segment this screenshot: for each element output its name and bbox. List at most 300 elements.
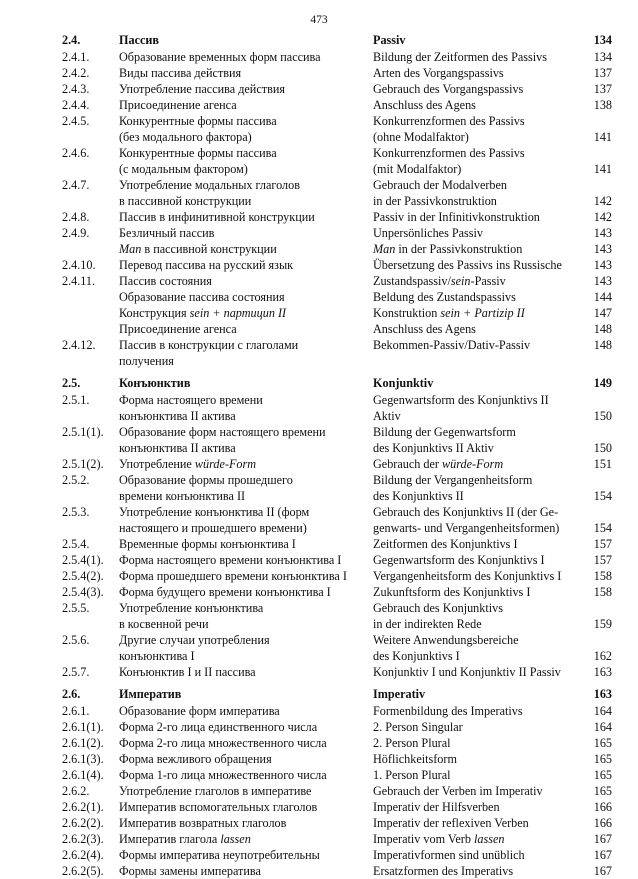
entry-title-de [373, 113, 590, 145]
entry-title-ru [119, 767, 373, 783]
entry-title-ru-line: Императив глагола lassen [119, 832, 251, 846]
entry-title-de [373, 719, 590, 735]
section-page: 149 [593, 376, 612, 390]
entry-title-ru [119, 456, 373, 472]
entry-title-de-line: Passiv in der Infinitivkonstruktion [373, 210, 540, 224]
entry-title-ru [119, 49, 373, 65]
entry-page: 143 [593, 226, 612, 240]
entry-title-ru-line: Конкурентные формы пассива [119, 146, 277, 160]
entry-title-ru [119, 305, 373, 321]
entry-page: 144 [593, 290, 612, 304]
entry-title-de-line: Gegenwartsform des Konjunktivs II [373, 393, 549, 407]
section-page: 134 [593, 33, 612, 47]
entry-title-ru [119, 632, 373, 664]
entry-page: 154 [593, 489, 612, 503]
toc-entry [62, 65, 612, 81]
entry-title-ru-line: Форма 2-го лица единственного числа [119, 720, 318, 734]
entry-title-ru-line: Употребление модальных глаголов [119, 178, 300, 192]
entry-title-ru [119, 65, 373, 81]
toc-entry [62, 815, 612, 831]
entry-page: 165 [593, 736, 612, 750]
entry-number: 2.5.4(1). [62, 553, 104, 567]
entry-title-de-line: 2. Person Singular [373, 720, 463, 734]
entry-page: 162 [593, 649, 612, 663]
entry-title-ru-line: Употребление würde-Form [119, 457, 257, 471]
entry-title-ru [119, 751, 373, 767]
entry-title-ru-line: Форма настоящего времени [119, 393, 263, 407]
entry-title-de [373, 863, 590, 879]
entry-title-de-line: Gebrauch der Verben im Imperativ [373, 784, 543, 798]
entry-title-ru [119, 783, 373, 799]
entry-page: 164 [593, 704, 612, 718]
entry-page: 164 [593, 720, 612, 734]
entry-title-de-line: Konjunktiv I und Konjunktiv II Passiv [373, 665, 561, 679]
section-number: 2.4. [62, 33, 81, 47]
toc-entry [62, 847, 612, 863]
entry-number: 2.4.1. [62, 50, 90, 64]
entry-title-ru [119, 241, 373, 257]
entry-page: 142 [593, 194, 612, 208]
entry-title-ru [119, 799, 373, 815]
entry-title-de [373, 632, 590, 664]
entry-title-ru-line: конъюнктива II актива [119, 441, 236, 455]
entry-title-ru-line: Другие случаи употребления [119, 633, 270, 647]
toc-entry [62, 767, 612, 783]
entry-number: 2.6.1(2). [62, 736, 104, 750]
entry-title-de-line: Ersatzformen des Imperativs [373, 864, 514, 878]
entry-page: 141 [593, 130, 612, 144]
entry-title-de [373, 751, 590, 767]
entry-title-de [373, 815, 590, 831]
entry-title-ru [119, 847, 373, 863]
entry-page: 165 [593, 752, 612, 766]
entry-title-ru-line: Конструкция sein + партицип II [119, 306, 287, 320]
entry-title-de-line: Aktiv [373, 409, 401, 423]
entry-page: 163 [593, 665, 612, 679]
toc-entry [62, 145, 612, 177]
entry-title-de [373, 472, 590, 504]
toc-entry [62, 863, 612, 879]
toc-entry [62, 177, 612, 209]
entry-page: 150 [593, 441, 612, 455]
entry-title-de-line: Formenbildung des Imperativs [373, 704, 523, 718]
entry-title-de [373, 273, 590, 289]
entry-number: 2.4.8. [62, 210, 90, 224]
entry-title-ru [119, 424, 373, 456]
entry-title-ru-line: Форма будущего времени конъюнктива I [119, 585, 331, 599]
entry-number: 2.6.1(1). [62, 720, 104, 734]
entry-page: 165 [593, 768, 612, 782]
entry-title-ru-line: Употребление конъюнктива II (форм [119, 505, 310, 519]
entry-number: 2.5.7. [62, 665, 90, 679]
entry-title-de-line: Konkurrenzformen des Passivs [373, 114, 525, 128]
toc-entry [62, 257, 612, 273]
entry-title-de-line: (ohne Modalfaktor) [373, 130, 469, 144]
toc-entry [62, 504, 612, 536]
entry-number: 2.4.12. [62, 338, 96, 352]
entry-title-de-line: in der Passivkonstruktion [373, 194, 497, 208]
entry-title-ru-line: Формы императива неупотребительны [119, 848, 320, 862]
entry-title-ru [119, 703, 373, 719]
entry-title-de-line: Zeitformen des Konjunktivs I [373, 537, 518, 551]
section-page: 163 [593, 687, 612, 701]
entry-title-ru-line: Императив вспомогательных глаголов [119, 800, 318, 814]
entry-page: 151 [593, 457, 612, 471]
entry-title-de-line: Gebrauch des Konjunktivs II (der Ge- [373, 505, 559, 519]
entry-number: 2.6.2. [62, 784, 90, 798]
entry-page: 158 [593, 585, 612, 599]
entry-number: 2.6.2(5). [62, 864, 104, 878]
entry-number: 2.4.3. [62, 82, 90, 96]
entry-title-ru-line: Употребление глаголов в императиве [119, 784, 312, 798]
entry-number: 2.5.2. [62, 473, 90, 487]
entry-title-de [373, 289, 590, 305]
entry-page: 154 [593, 521, 612, 535]
entry-title-ru [119, 257, 373, 273]
entry-page: 166 [593, 800, 612, 814]
entry-title-ru [119, 664, 373, 680]
entry-title-de [373, 321, 590, 337]
entry-page: 148 [593, 322, 612, 336]
entry-title-de-line: des Konjunktivs I [373, 649, 460, 663]
entry-title-ru [119, 719, 373, 735]
entry-title-de [373, 831, 590, 847]
section-title-de: Passiv [373, 33, 406, 47]
section-heading [62, 686, 612, 702]
entry-number: 2.4.5. [62, 114, 90, 128]
entry-title-de [373, 305, 590, 321]
entry-title-ru-line: Форма настоящего времени конъюнктива I [119, 553, 342, 567]
entry-title-de [373, 337, 590, 353]
entry-title-de-line: Anschluss des Agens [373, 98, 476, 112]
entry-number: 2.6.2(2). [62, 816, 104, 830]
entry-number: 2.4.4. [62, 98, 90, 112]
entry-title-ru-line: Императив возвратных глаголов [119, 816, 287, 830]
entry-title-ru-line: Присоединение агенса [119, 98, 237, 112]
entry-title-de-line: Übersetzung des Passivs ins Russische [373, 258, 562, 272]
toc-entry [62, 337, 612, 369]
entry-title-de [373, 97, 590, 113]
entry-title-de-line: Beldung des Zustandspassivs [373, 290, 516, 304]
entry-title-ru-line: настоящего и прошедшего времени) [119, 521, 307, 535]
entry-title-de-line: Bildung der Zeitformen des Passivs [373, 50, 547, 64]
entry-title-ru [119, 584, 373, 600]
toc-entry [62, 241, 612, 257]
entry-number: 2.5.1(2). [62, 457, 104, 471]
entry-title-ru [119, 568, 373, 584]
toc-entry [62, 321, 612, 337]
entry-title-de [373, 767, 590, 783]
entry-title-ru-line: Употребление конъюнктива [119, 601, 264, 615]
entry-title-de [373, 847, 590, 863]
entry-title-ru-line: (без модального фактора) [119, 130, 252, 144]
entry-page: 167 [593, 864, 612, 878]
entry-number: 2.5.5. [62, 601, 90, 615]
entry-title-ru [119, 225, 373, 241]
entry-title-ru-line: Временные формы конъюнктива I [119, 537, 296, 551]
section-title-de: Imperativ [373, 687, 426, 701]
entry-number: 2.4.10. [62, 258, 96, 272]
entry-title-ru [119, 831, 373, 847]
entry-title-ru-line: Формы замены императива [119, 864, 261, 878]
page-number: 473 [310, 14, 328, 26]
entry-title-de [373, 703, 590, 719]
entry-title-ru [119, 392, 373, 424]
entry-number: 2.6.2(4). [62, 848, 104, 862]
entry-title-ru [119, 504, 373, 536]
entry-title-de [373, 81, 590, 97]
entry-title-de-line: des Konjunktivs II [373, 489, 464, 503]
entry-title-ru-line: Образование форм императива [119, 704, 280, 718]
entry-page: 141 [593, 162, 612, 176]
toc-entry [62, 719, 612, 735]
entry-number: 2.4.6. [62, 146, 90, 160]
entry-title-de-line: Unpersönliches Passiv [373, 226, 484, 240]
entry-title-ru-line: Конъюнктив I и II пассива [119, 665, 256, 679]
entry-title-de-line: Man in der Passivkonstruktion [373, 242, 523, 256]
entry-title-ru-line: Пассив в инфинитивной конструкции [119, 210, 315, 224]
entry-title-de [373, 600, 590, 632]
entry-title-ru-line: (с модальным фактором) [119, 162, 248, 176]
entry-title-ru-line: Форма прошедшего времени конъюнктива I [119, 569, 347, 583]
entry-title-ru-line: Форма 1-го лица множественного числа [119, 768, 327, 782]
entry-number: 2.4.7. [62, 178, 90, 192]
section-title-ru: Пассив [119, 33, 159, 47]
entry-title-de-line: Imperativ vom Verb lassen [373, 832, 505, 846]
entry-title-ru [119, 145, 373, 177]
toc-entry [62, 424, 612, 456]
entry-title-de-line: (mit Modalfaktor) [373, 162, 462, 176]
entry-title-de-line: des Konjunktivs II Aktiv [373, 441, 494, 455]
toc-entry [62, 831, 612, 847]
entry-page: 147 [593, 306, 612, 320]
entry-title-ru [119, 97, 373, 113]
entry-title-de-line: Gebrauch des Konjunktivs [373, 601, 503, 615]
entry-title-ru-line: в косвенной речи [119, 617, 209, 631]
entry-title-de-line: genwarts- und Vergangenheitsformen) [373, 521, 560, 535]
entry-title-de [373, 65, 590, 81]
entry-title-ru [119, 536, 373, 552]
entry-title-de [373, 145, 590, 177]
entry-number: 2.5.4(2). [62, 569, 104, 583]
entry-title-de [373, 456, 590, 472]
entry-title-ru-line: времени конъюнктива II [119, 489, 246, 503]
entry-number: 2.6.1(4). [62, 768, 104, 782]
section-title-de: Konjunktiv [373, 376, 434, 390]
entry-title-ru [119, 273, 373, 289]
entry-title-de [373, 664, 590, 680]
entry-number: 2.5.1(1). [62, 425, 104, 439]
toc-entry [62, 799, 612, 815]
entry-page: 150 [593, 409, 612, 423]
entry-title-de-line: Anschluss des Agens [373, 322, 476, 336]
entry-title-ru [119, 113, 373, 145]
entry-title-de-line: Gebrauch der Modalverben [373, 178, 508, 192]
entry-page: 157 [593, 553, 612, 567]
entry-title-ru-line: Образование форм настоящего времени [119, 425, 326, 439]
entry-title-ru [119, 472, 373, 504]
entry-title-ru [119, 552, 373, 568]
entry-title-de-line: in der indirekten Rede [373, 617, 482, 631]
entry-title-de-line: Konkurrenzformen des Passivs [373, 146, 525, 160]
entry-title-de [373, 257, 590, 273]
entry-title-ru-line: Перевод пассива на русский язык [119, 258, 294, 272]
toc-entry [62, 209, 612, 225]
entry-title-de [373, 209, 590, 225]
entry-title-de-line: 1. Person Plural [373, 768, 451, 782]
section-title-ru: Конъюнктив [119, 376, 191, 390]
entry-title-de [373, 783, 590, 799]
toc-entry [62, 735, 612, 751]
entry-title-de-line: Gebrauch des Vorgangspassivs [373, 82, 524, 96]
entry-title-ru-line: Образование временных форм пассива [119, 50, 321, 64]
toc-entry [62, 225, 612, 241]
entry-title-ru [119, 289, 373, 305]
entry-title-ru-line: Пассив в конструкции с глаголами [119, 338, 299, 352]
entry-title-de [373, 392, 590, 424]
entry-title-de-line: Gegenwartsform des Konjunktivs I [373, 553, 545, 567]
entry-title-de-line: Gebrauch der würde-Form [373, 457, 504, 471]
entry-title-de-line: Konstruktion sein + Partizip II [373, 306, 525, 320]
entry-title-de-line: Arten des Vorgangspassivs [373, 66, 504, 80]
toc-entry [62, 81, 612, 97]
toc-entry [62, 783, 612, 799]
entry-title-ru-line: Присоединение агенса [119, 322, 237, 336]
entry-title-ru [119, 863, 373, 879]
section-title-ru: Императив [119, 687, 182, 701]
entry-page: 138 [593, 98, 612, 112]
entry-title-de [373, 584, 590, 600]
entry-title-ru-line: Форма 2-го лица множественного числа [119, 736, 327, 750]
toc-entry [62, 97, 612, 113]
entry-title-ru-line: получения [119, 354, 174, 368]
entry-title-de-line: 2. Person Plural [373, 736, 451, 750]
entry-page: 143 [593, 274, 612, 288]
entry-number: 2.4.11. [62, 274, 96, 288]
section-number: 2.5. [62, 376, 81, 390]
entry-page: 143 [593, 258, 612, 272]
entry-title-de-line: Imperativformen sind unüblich [373, 848, 525, 862]
entry-title-de [373, 241, 590, 257]
entry-number: 2.5.4(3). [62, 585, 104, 599]
entry-page: 159 [593, 617, 612, 631]
entry-number: 2.6.1(3). [62, 752, 104, 766]
entry-number: 2.5.3. [62, 505, 90, 519]
toc-entry [62, 552, 612, 568]
entry-title-de-line: Imperativ der Hilfsverben [373, 800, 500, 814]
toc-entry [62, 568, 612, 584]
entry-title-de [373, 568, 590, 584]
entry-title-ru-line: Пассив состояния [119, 274, 212, 288]
entry-page: 167 [593, 848, 612, 862]
toc-entry [62, 600, 612, 632]
entry-title-de-line: Weitere Anwendungsbereiche [373, 633, 519, 647]
entry-page: 143 [593, 242, 612, 256]
entry-page: 166 [593, 816, 612, 830]
entry-title-de [373, 225, 590, 241]
toc-entry [62, 392, 612, 424]
entry-title-ru [119, 81, 373, 97]
toc-entry [62, 632, 612, 664]
entry-page: 137 [593, 82, 612, 96]
entry-title-de-line: Vergangenheitsform des Konjunktivs I [373, 569, 562, 583]
entry-title-de [373, 424, 590, 456]
entry-title-ru [119, 815, 373, 831]
entry-page: 157 [593, 537, 612, 551]
entry-title-ru-line: конъюнктива I [119, 649, 195, 663]
entry-title-de [373, 735, 590, 751]
entry-title-de [373, 504, 590, 536]
entry-title-ru-line: Man в пассивной конструкции [119, 242, 277, 256]
entry-page: 148 [593, 338, 612, 352]
entry-title-de [373, 799, 590, 815]
entry-title-ru [119, 209, 373, 225]
entry-title-de [373, 177, 590, 209]
toc-entry [62, 456, 612, 472]
toc-entry [62, 584, 612, 600]
entry-number: 2.4.9. [62, 226, 90, 240]
entry-title-de-line: Höflichkeitsform [373, 752, 457, 766]
toc-entry [62, 703, 612, 719]
entry-title-ru [119, 321, 373, 337]
table-of-contents [62, 32, 612, 879]
toc-entry [62, 113, 612, 145]
entry-number: 2.5.4. [62, 537, 90, 551]
entry-number: 2.6.2(1). [62, 800, 104, 814]
entry-page: 165 [593, 784, 612, 798]
toc-entry [62, 273, 612, 289]
entry-title-de-line: Bildung der Vergangenheitsform [373, 473, 533, 487]
entry-page: 142 [593, 210, 612, 224]
entry-title-de-line: Bekommen-Passiv/Dativ-Passiv [373, 338, 531, 352]
entry-title-ru-line: конъюнктива II актива [119, 409, 236, 423]
toc-entry [62, 305, 612, 321]
entry-title-ru-line: Употребление пассива действия [119, 82, 285, 96]
entry-title-ru-line: Образование формы прошедшего [119, 473, 293, 487]
entry-title-ru-line: Форма вежливого обращения [119, 752, 272, 766]
entry-page: 137 [593, 66, 612, 80]
toc-entry [62, 536, 612, 552]
entry-title-de-line: Zukunftsform des Konjunktivs I [373, 585, 531, 599]
entry-number: 2.6.1. [62, 704, 90, 718]
entry-title-de [373, 552, 590, 568]
entry-title-ru [119, 735, 373, 751]
entry-title-de-line: Zustandspassiv/sein-Passiv [373, 274, 506, 288]
entry-title-ru [119, 337, 373, 369]
entry-number: 2.5.1. [62, 393, 90, 407]
entry-page: 158 [593, 569, 612, 583]
entry-title-de [373, 536, 590, 552]
section-heading [62, 375, 612, 391]
toc-entry [62, 49, 612, 65]
entry-number: 2.4.2. [62, 66, 90, 80]
section-heading [62, 32, 612, 48]
entry-title-ru [119, 600, 373, 632]
entry-page: 167 [593, 832, 612, 846]
entry-title-ru-line: Образование пассива состояния [119, 290, 285, 304]
entry-title-ru-line: Конкурентные формы пассива [119, 114, 277, 128]
entry-number: 2.5.6. [62, 633, 90, 647]
entry-title-de-line: Imperativ der reflexiven Verben [373, 816, 529, 830]
entry-title-de-line: Bildung der Gegenwartsform [373, 425, 516, 439]
toc-entry [62, 289, 612, 305]
entry-title-ru-line: Безличный пассив [119, 226, 215, 240]
entry-page: 134 [593, 50, 612, 64]
toc-entry [62, 472, 612, 504]
entry-title-ru [119, 177, 373, 209]
section-number: 2.6. [62, 687, 81, 701]
entry-title-ru-line: в пассивной конструкции [119, 194, 252, 208]
